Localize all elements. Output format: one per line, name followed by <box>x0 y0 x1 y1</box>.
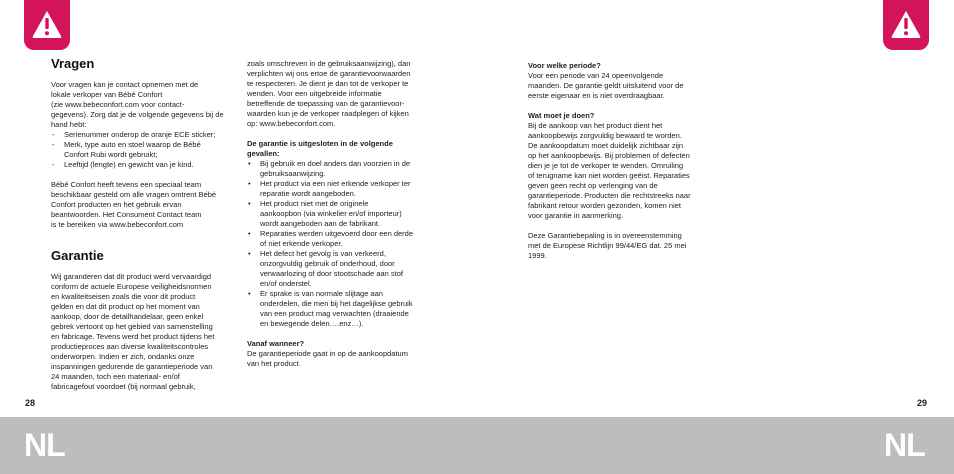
column-2 <box>247 59 437 369</box>
list-item: • Reparaties werden uitgevoerd door een derde of niet erkende verkoper. <box>247 229 437 249</box>
list-item: - Merk, type auto en stoel waarop de Bébé Confort Rubi wordt gebruikt; <box>51 140 241 160</box>
language-label-right: NL <box>884 427 925 463</box>
list-item: • Bij gebruik en doel anders dan voorzien in de gebruiksaanwijzing. <box>247 159 437 179</box>
list-item: • Het product via een niet erkende verkoper ter reparatie wordt aangeboden. <box>247 179 437 199</box>
language-label-left: NL <box>24 427 65 463</box>
warning-icon <box>890 9 922 39</box>
vragen-heading: Vragen <box>51 56 95 71</box>
footer-band <box>0 417 954 474</box>
list-item: • Er sprake is van normale slijtage aan onderdelen, die men bij het dagelijkse gebruik van een product mag verwachten (draaiende en bewegende delen….enz…). <box>247 289 437 329</box>
garantie-heading: Garantie <box>51 248 104 263</box>
warning-badge-left <box>24 0 70 50</box>
vanaf-heading: Vanaf wanneer? <box>247 339 305 348</box>
exclusion-list <box>247 159 437 329</box>
consument-contact-text: Bébé Confort heeft tevens een speciaal team beschikbaar gesteld om alle vragen omtrent Bébé Confort producten en het gebruik ervan beantwoorden. Het Consument Contact team is te bereiken via www.bebeconfort.com <box>51 180 217 229</box>
warning-badge-right <box>883 0 929 50</box>
list-item: • Het product niet met de originele aankoopbon (via winkelier en/of importeur) wordt aangeboden aan de fabrikant. <box>247 199 437 229</box>
list-item: - Leeftijd (lengte) en gewicht van je kind. <box>51 160 241 170</box>
exclusion-heading: De garantie is uitgesloten in de volgende gevallen: <box>247 139 393 158</box>
garantie-continued-text: zoals omschreven in de gebruiksaanwijzing), dan verplichten wij ons ertoe de garantievoorwaarden te respecteren. Je dient je dan tot de verkoper te wenden. Voor een uitgebreide informatie betreffende de toepassing van de garantievoor- waarden kun je de verkoper raadplegen of kijken op: www.bebeconfort.com. <box>247 59 411 128</box>
list-item: - Serienummer onderop de oranje ECE sticker; <box>51 130 241 140</box>
richtlijn-text: Deze Garantiebepaling is in overeenstemming met de Europese Richtlijn 99/44/EG dat. 25 mei 1999. <box>528 231 687 260</box>
garantie-text: Wij garanderen dat dit product werd vervaardigd conform de actuele Europese veiligheidsnormen en kwaliteitseisen zoals die voor dit product gelden en dat dit product op het moment van aankoop, door de detailhandelaar, geen enkel gebrek vertoont op het gebied van samenstelling en fabricage. Tevens werd het product tijdens het productieproces aan diverse kwaliteitscontroles onderworpen. Indien er zich, ondanks onze inspanningen gedurende de garantieperiode van 24 maanden, toch een materiaal- en/of fabricagefout voordoet (bij normaal gebruik, <box>51 272 215 391</box>
list-item: • Het defect het gevolg is van verkeerd, onzorgvuldig gebruik of onderhoud, door verwaarlozing of door stootschade aan stof en/of onderstel. <box>247 249 437 289</box>
page-number-left: 28 <box>25 398 36 408</box>
vanaf-text: De garantieperiode gaat in op de aankoopdatum van het product. <box>247 349 408 368</box>
periode-heading: Voor welke periode? <box>528 61 601 70</box>
doen-heading: Wat moet je doen? <box>528 111 595 120</box>
vragen-list <box>51 130 241 170</box>
vragen-intro: Voor vragen kan je contact opnemen met de lokale verkoper van Bébé Confort (zie www.bebeconfort.com voor contact- gegevens). Zorg dat je de volgende gegevens bij de hand hebt: <box>51 80 224 129</box>
periode-text: Voor een periode van 24 opeenvolgende maanden. De garantie geldt uitsluitend voor de eerste eigenaar en is niet overdraagbaar. <box>528 71 684 100</box>
page-number-right: 29 <box>917 398 928 408</box>
warning-icon <box>31 9 63 39</box>
column-1 <box>51 56 241 392</box>
doen-text: Bij de aankoop van het product dient het aankoopbewijs zorgvuldig bewaard te worden. De aankoopdatum moet duidelijk zichtbaar zijn op het aankoopbewijs. Bij problemen of defecten dien je je tot de verkoper te wenden. Omruiling of terugname kan niet worden geëist. Reparaties geven geen recht op verlenging van de garantieperiode. Producten die rechtstreeks naar fabrikant retour worden gezonden, komen niet voor garantie in aanmerking. <box>528 121 691 220</box>
column-3 <box>528 61 718 261</box>
